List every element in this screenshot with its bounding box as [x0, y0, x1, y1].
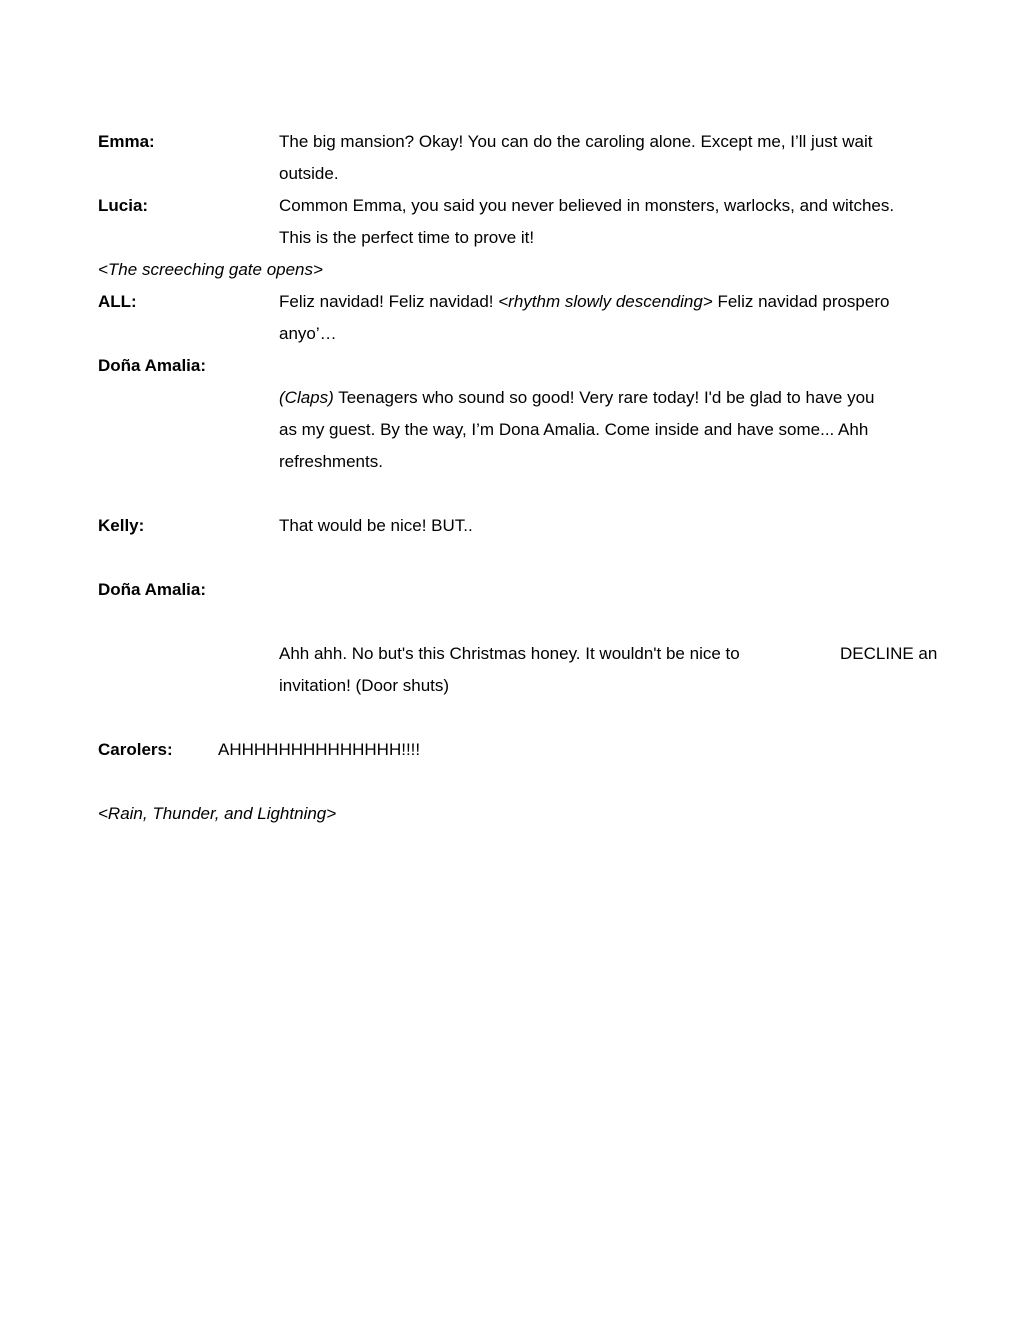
dialogue-amalia2-line-1b: DECLINE an: [840, 644, 938, 663]
stage-direction-claps: (Claps): [279, 388, 334, 407]
stage-direction-rain: <Rain, Thunder, and Lightning>: [98, 804, 337, 823]
speaker-dona-amalia-2: Doña Amalia:: [98, 580, 207, 599]
speaker-lucia: Lucia:: [98, 196, 149, 215]
stage-direction-rhythm: <rhythm slowly descending>: [498, 292, 713, 311]
speaker-dona-amalia-1: Doña Amalia:: [98, 356, 207, 375]
speaker-emma: Emma:: [98, 132, 155, 151]
dialogue-emma-line-2: outside.: [279, 164, 339, 183]
dialogue-all-line-1: [279, 286, 889, 318]
dialogue-lucia-line-2: This is the perfect time to prove it!: [279, 228, 535, 247]
dialogue-emma-line-1: The big mansion? Okay! You can do the caroling alone. Except me, I’ll just wait: [279, 132, 873, 151]
dialogue-all-line-2: anyo’…: [279, 324, 337, 343]
dialogue-amalia1-line-2: as my guest. By the way, I’m Dona Amalia. Come inside and have some... Ahh: [279, 420, 869, 439]
dialogue-all-text-a: Feliz navidad! Feliz navidad!: [279, 292, 499, 311]
speaker-all: ALL:: [98, 292, 137, 311]
speaker-kelly: Kelly:: [98, 516, 145, 535]
dialogue-kelly-line-1: That would be nice! BUT..: [279, 516, 473, 535]
stage-direction-gate: <The screeching gate opens>: [98, 260, 323, 279]
dialogue-all-text-c: Feliz navidad prospero: [712, 292, 890, 311]
dialogue-amalia2-line-2: invitation! (Door shuts): [279, 676, 450, 695]
dialogue-amalia1-line-1: [279, 382, 875, 414]
dialogue-amalia1-line-3: refreshments.: [279, 452, 383, 471]
dialogue-amalia1-text: Teenagers who sound so good! Very rare today! I'd be glad to have you: [333, 388, 875, 407]
dialogue-amalia2-line-1a: Ahh ahh. No but's this Christmas honey. It wouldn't be nice to: [279, 644, 740, 663]
dialogue-lucia-line-1: Common Emma, you said you never believed in monsters, warlocks, and witches.: [279, 196, 895, 215]
dialogue-carolers-line-1: AHHHHHHHHHHHHHH!!!!: [218, 740, 421, 759]
speaker-carolers: Carolers:: [98, 740, 173, 759]
